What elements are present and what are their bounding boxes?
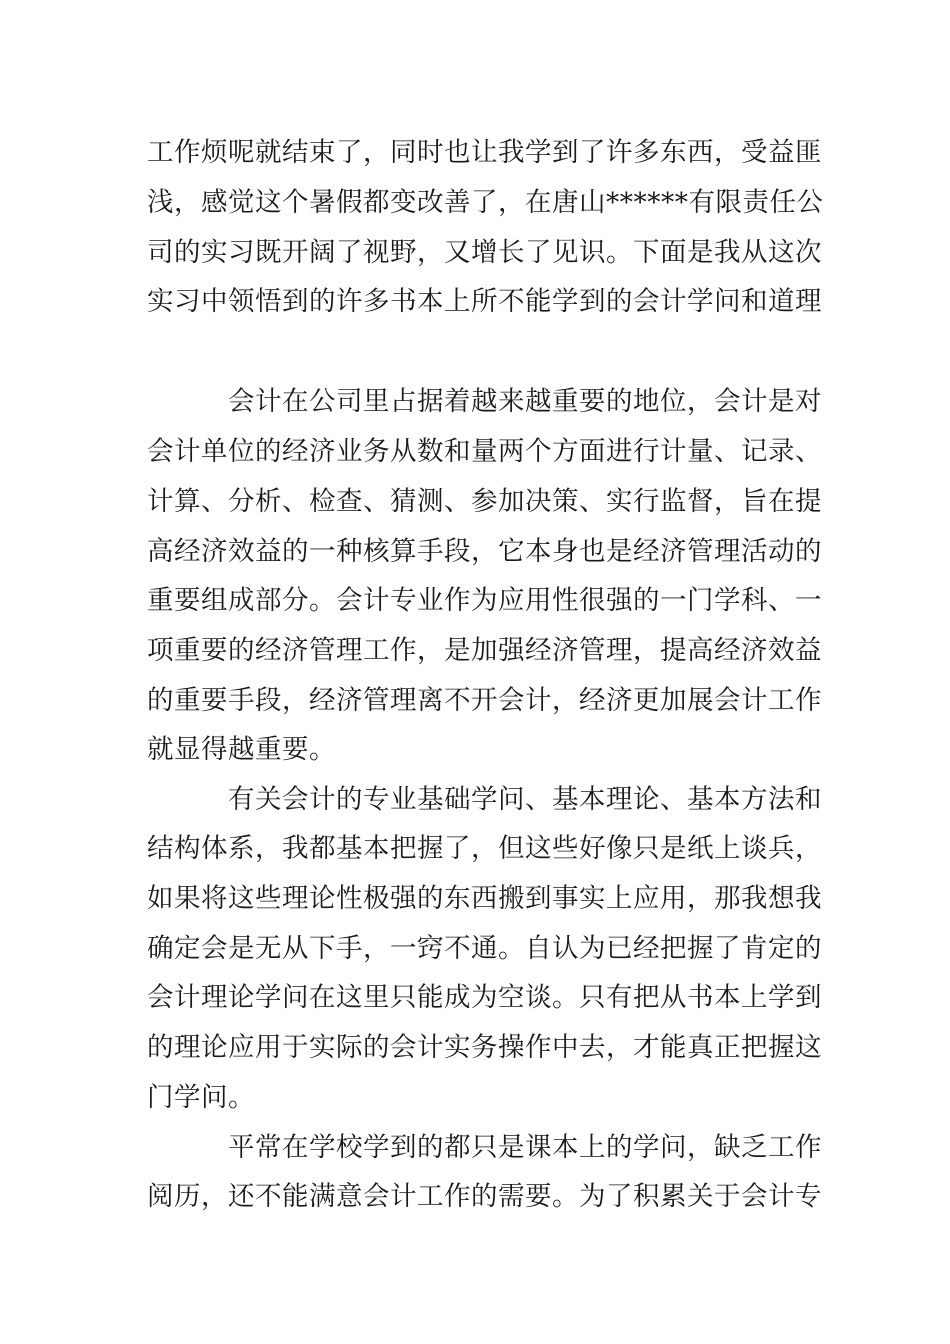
text-line: 工作烦呢就结束了，同时也让我学到了许多东西，受益匪: [147, 137, 822, 168]
text-line: 计算、分析、检查、猜测、参加决策、实行监督，旨在提: [147, 486, 822, 517]
text-line: 的重要手段，经济管理离不开会计，经济更加展会计工作: [147, 685, 822, 716]
paragraph-first-line: 会计在公司里占据着越来越重要的地位，会计是对: [228, 386, 822, 417]
text-line: 会计单位的经济业务从数和量两个方面进行计量、记录、: [147, 436, 822, 467]
text-line: 会计理论学问在这里只能成为空谈。只有把从书本上学到: [147, 982, 822, 1013]
paragraph-first-line: 平常在学校学到的都只是课本上的学问，缺乏工作: [228, 1132, 822, 1163]
text-line: 结构体系，我都基本把握了，但这些好像只是纸上谈兵，: [147, 833, 822, 864]
text-line: 实习中领悟到的许多书本上所不能学到的会计学问和道理: [147, 286, 822, 317]
text-line: 如果将这些理论性极强的东西搬到事实上应用，那我想我: [147, 883, 822, 914]
text-line: 的理论应用于实际的会计实务操作中去，才能真正把握这: [147, 1032, 822, 1063]
text-line: 司的实习既开阔了视野，又增长了见识。下面是我从这次: [147, 237, 822, 268]
text-line: 高经济效益的一种核算手段，它本身也是经济管理活动的: [147, 536, 822, 567]
text-line: 门学问。: [147, 1082, 255, 1113]
text-line: 就显得越重要。: [147, 734, 336, 765]
text-line: 确定会是无从下手，一窍不通。自认为已经把握了肯定的: [147, 933, 822, 964]
paragraph-first-line: 有关会计的专业基础学问、基本理论、基本方法和: [228, 784, 822, 815]
text-line: 项重要的经济管理工作，是加强经济管理，提高经济效益: [147, 635, 822, 666]
text-line: 阅历，还不能满意会计工作的需要。为了积累关于会计专: [147, 1181, 822, 1212]
text-line: 重要组成部分。会计专业作为应用性很强的一门学科、一: [147, 585, 822, 616]
text-line: 浅，感觉这个暑假都变改善了，在唐山******有限责任公: [147, 187, 824, 218]
